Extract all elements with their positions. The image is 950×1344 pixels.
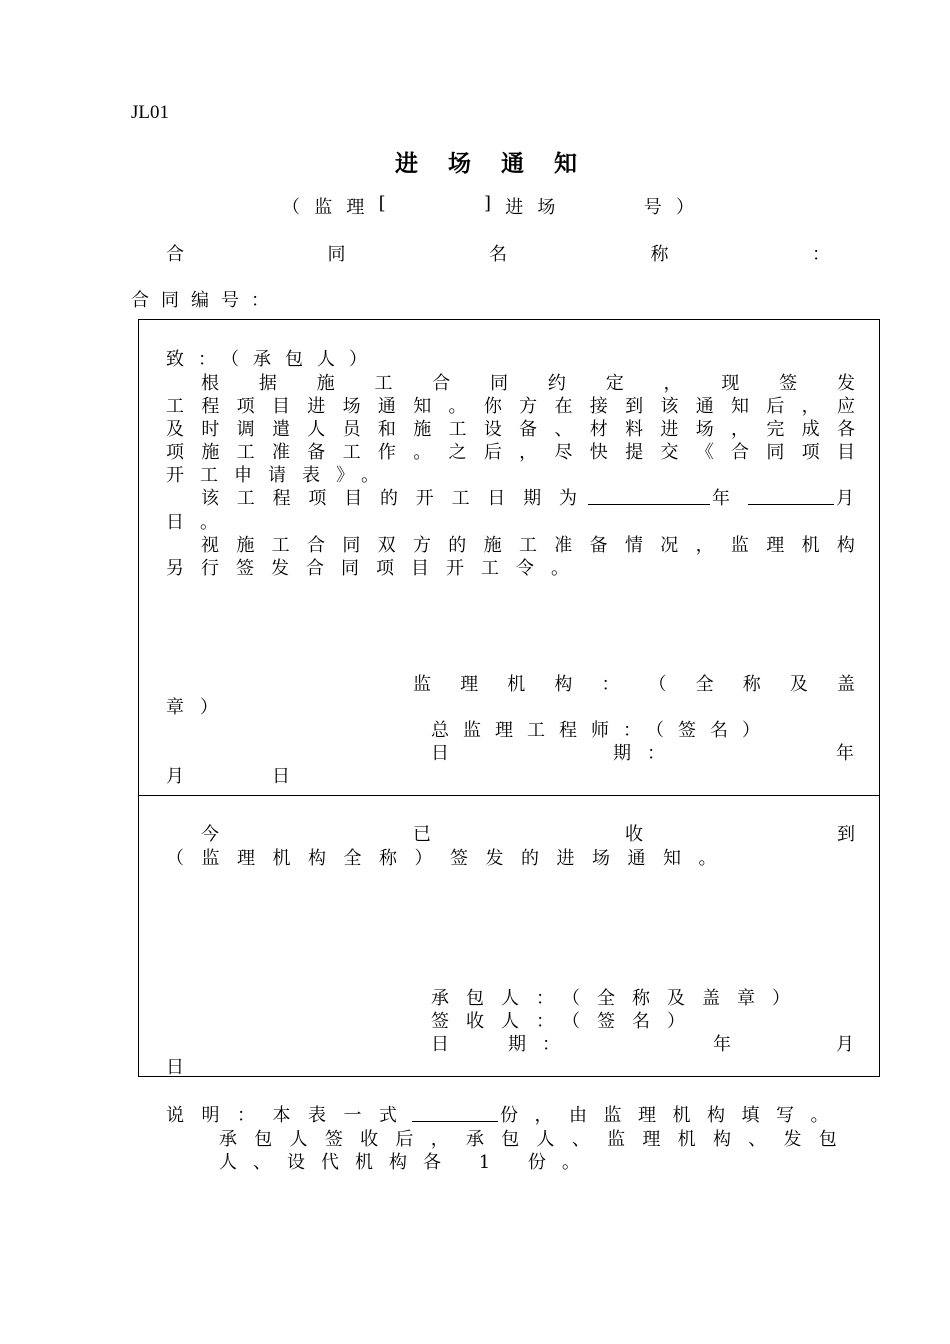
char: 构	[836, 535, 855, 556]
receiver-signature: 签收人：（签名）	[431, 1011, 702, 1032]
number-char-jian: 监	[314, 197, 333, 218]
number-paren-open: （	[282, 197, 300, 218]
number-year-field[interactable]	[400, 193, 470, 219]
char: 约	[547, 373, 566, 394]
char: 和	[377, 419, 396, 440]
char: 工	[518, 535, 537, 556]
char: 项	[801, 442, 820, 463]
char: 进	[307, 396, 326, 417]
start-year-field[interactable]	[588, 486, 710, 505]
char: 监	[413, 674, 431, 695]
char: 备	[589, 535, 608, 556]
char: 准	[554, 535, 573, 556]
char: 、	[554, 419, 573, 440]
char: 合	[731, 442, 749, 463]
char: 及	[789, 674, 808, 695]
char: 工	[374, 373, 393, 394]
char: 在	[554, 396, 573, 417]
note-line-3: 人、设代机构各 1 份。	[219, 1152, 596, 1173]
char: 人	[307, 419, 326, 440]
char: 该	[201, 488, 219, 509]
char: 机	[801, 535, 820, 556]
char: 同	[342, 535, 361, 556]
char: 方	[412, 535, 431, 556]
char: 施	[413, 419, 432, 440]
char: 的	[379, 488, 398, 509]
char: 到	[625, 396, 644, 417]
char: 知	[413, 396, 432, 417]
number-char-li: 理	[346, 197, 365, 218]
char: 同	[327, 244, 346, 265]
notice-date-b: 期：	[613, 743, 681, 764]
char: 各	[836, 419, 855, 440]
char: 构	[712, 1129, 731, 1150]
char: 称	[742, 674, 761, 695]
char: 人	[289, 1129, 308, 1150]
char: 及	[166, 419, 184, 440]
char: ，	[663, 373, 682, 394]
number-bracket-close: ]	[483, 193, 491, 214]
char: 视	[201, 535, 219, 556]
char: 为	[558, 488, 577, 509]
char: 料	[625, 419, 644, 440]
form-code: JL01	[131, 102, 169, 123]
char: 监	[607, 1129, 626, 1150]
char: 备	[519, 419, 538, 440]
char: 工	[166, 396, 184, 417]
start-date-text	[201, 484, 577, 510]
char: 尽	[554, 442, 573, 463]
char: 据	[258, 373, 277, 394]
section-divider	[138, 795, 880, 796]
char: 包	[254, 1129, 273, 1150]
char: 成	[801, 419, 820, 440]
char: ，	[695, 535, 714, 556]
char: 程	[272, 488, 291, 509]
char: 该	[660, 396, 679, 417]
char: 之	[448, 442, 467, 463]
char: 机	[677, 1129, 696, 1150]
notice-date-month: 月	[166, 766, 184, 787]
number-char-jin: 进	[505, 197, 524, 218]
char: 施	[201, 442, 220, 463]
char: 项	[308, 488, 327, 509]
receipt-word-shou: 收	[625, 824, 643, 845]
char: 收	[360, 1129, 379, 1150]
char: 工	[342, 442, 361, 463]
notice-date-day: 日	[272, 766, 290, 787]
char: 的	[448, 535, 467, 556]
number-seq-field[interactable]	[570, 193, 630, 219]
page-title: 进场通知	[395, 150, 607, 177]
notice-line-7: 日。	[166, 512, 234, 533]
chief-engineer-signature: 总监理工程师：（签名）	[431, 720, 774, 741]
char: 理	[766, 535, 785, 556]
char: 根	[201, 373, 219, 394]
char: 后	[483, 442, 502, 463]
receipt-date-day: 日	[166, 1057, 184, 1078]
char: 包	[501, 1129, 520, 1150]
char: 同	[490, 373, 509, 394]
char: 合	[432, 373, 451, 394]
notice-line-5: 开工申请表》。	[166, 465, 395, 486]
char: 称	[650, 244, 669, 265]
char: 完	[766, 419, 785, 440]
char: 接	[589, 396, 608, 417]
char: 、	[748, 1129, 767, 1150]
contract-no-label: 合同编号：	[131, 290, 281, 311]
receipt-date-year: 年	[713, 1034, 731, 1055]
char: 盖	[836, 674, 855, 695]
char: 场	[695, 419, 714, 440]
char: 合	[306, 535, 325, 556]
contractor-signature: 承包人：（全称及盖章）	[431, 988, 807, 1009]
copies-field[interactable]	[412, 1103, 498, 1122]
char: 材	[589, 419, 608, 440]
notice-line-9: 另行签发合同项目开工令。	[166, 558, 586, 579]
char: 知	[731, 396, 749, 417]
char: 监	[730, 535, 749, 556]
char: 交	[660, 442, 679, 463]
char: 工	[236, 488, 255, 509]
char: 。	[448, 396, 467, 417]
char: 设	[483, 419, 502, 440]
char: 日	[487, 488, 506, 509]
char: 现	[721, 373, 740, 394]
char: 通	[695, 396, 714, 417]
char: 后	[395, 1129, 414, 1150]
char: 。	[413, 442, 432, 463]
char: 开	[415, 488, 434, 509]
char: 施	[483, 535, 502, 556]
char: 全	[695, 674, 714, 695]
supervisor-org-signature-end: 章）	[166, 697, 234, 718]
char: 后	[766, 396, 785, 417]
number-char-chang: 场	[537, 197, 556, 218]
char: 名	[489, 244, 507, 265]
number-bracket-open: [	[378, 193, 386, 214]
char: 通	[377, 396, 396, 417]
note-line-1a: 说明：本表一式	[166, 1105, 415, 1126]
start-month-label: 月	[836, 488, 854, 509]
char: 定	[605, 373, 624, 394]
char: （	[648, 674, 667, 695]
char: 目	[271, 396, 290, 417]
char: 作	[377, 442, 396, 463]
char: 施	[316, 373, 335, 394]
char: 员	[342, 419, 361, 440]
receipt-line-2: （监理机构全称）签发的进场通知。	[166, 848, 734, 869]
char: ，	[801, 396, 820, 417]
char: 同	[766, 442, 785, 463]
char: 遣	[271, 419, 290, 440]
char: 工	[236, 442, 255, 463]
receipt-date-a: 日	[431, 1034, 449, 1055]
char: 场	[342, 396, 361, 417]
char: 包	[818, 1129, 837, 1150]
receipt-word-dao: 到	[837, 824, 855, 845]
receipt-word-jin: 今	[201, 824, 219, 845]
notice-date-a: 日	[431, 743, 449, 764]
char: 签	[324, 1129, 343, 1150]
char: ：	[601, 674, 620, 695]
char: 工	[448, 419, 467, 440]
receipt-date-month: 月	[836, 1034, 854, 1055]
char: 况	[660, 535, 679, 556]
char: ，	[430, 1129, 449, 1150]
char: 理	[460, 674, 479, 695]
char: 承	[219, 1129, 237, 1150]
char: 理	[642, 1129, 661, 1150]
char: 《	[695, 442, 714, 463]
char: 应	[836, 396, 855, 417]
char: 签	[779, 373, 798, 394]
receipt-line-1	[201, 820, 855, 846]
char: ：	[812, 244, 830, 265]
char: 构	[554, 674, 573, 695]
char: 时	[201, 419, 220, 440]
char: 目	[344, 488, 363, 509]
char: 承	[465, 1129, 484, 1150]
char: 机	[507, 674, 526, 695]
receipt-date-b: 期：	[508, 1034, 576, 1055]
char: 准	[271, 442, 290, 463]
char: 目	[836, 442, 855, 463]
char: 方	[519, 396, 538, 417]
char: 工	[271, 535, 290, 556]
receipt-word-yi: 已	[413, 824, 431, 845]
char: 提	[625, 442, 644, 463]
contract-name-label	[166, 240, 830, 266]
char: 项	[236, 396, 255, 417]
notice-recipient: 致：（承包人）	[166, 349, 381, 370]
supervisor-org-signature	[413, 670, 855, 696]
char: 进	[660, 419, 679, 440]
char: 你	[483, 396, 502, 417]
note-line-1b: 份，由监理机构填写。	[500, 1105, 845, 1126]
number-paren-close: ）	[675, 197, 694, 218]
char: 调	[236, 419, 255, 440]
char: 发	[836, 373, 855, 394]
char: 快	[589, 442, 608, 463]
char: ，	[731, 419, 749, 440]
start-year-label: 年	[712, 488, 730, 509]
char: 情	[624, 535, 643, 556]
char: 人	[536, 1129, 555, 1150]
char: 程	[201, 396, 220, 417]
char: 项	[166, 442, 184, 463]
char: 双	[377, 535, 396, 556]
notice-number-line	[282, 193, 694, 219]
notice-date-year: 年	[836, 743, 854, 764]
char: 、	[571, 1129, 590, 1150]
char: ，	[519, 442, 538, 463]
char: 备	[307, 442, 326, 463]
char: 工	[451, 488, 470, 509]
char: 期	[523, 488, 542, 509]
char: 施	[236, 535, 255, 556]
start-month-field[interactable]	[748, 486, 834, 505]
char: 合	[166, 244, 184, 265]
number-char-hao: 号	[643, 197, 662, 218]
char: 发	[783, 1129, 802, 1150]
